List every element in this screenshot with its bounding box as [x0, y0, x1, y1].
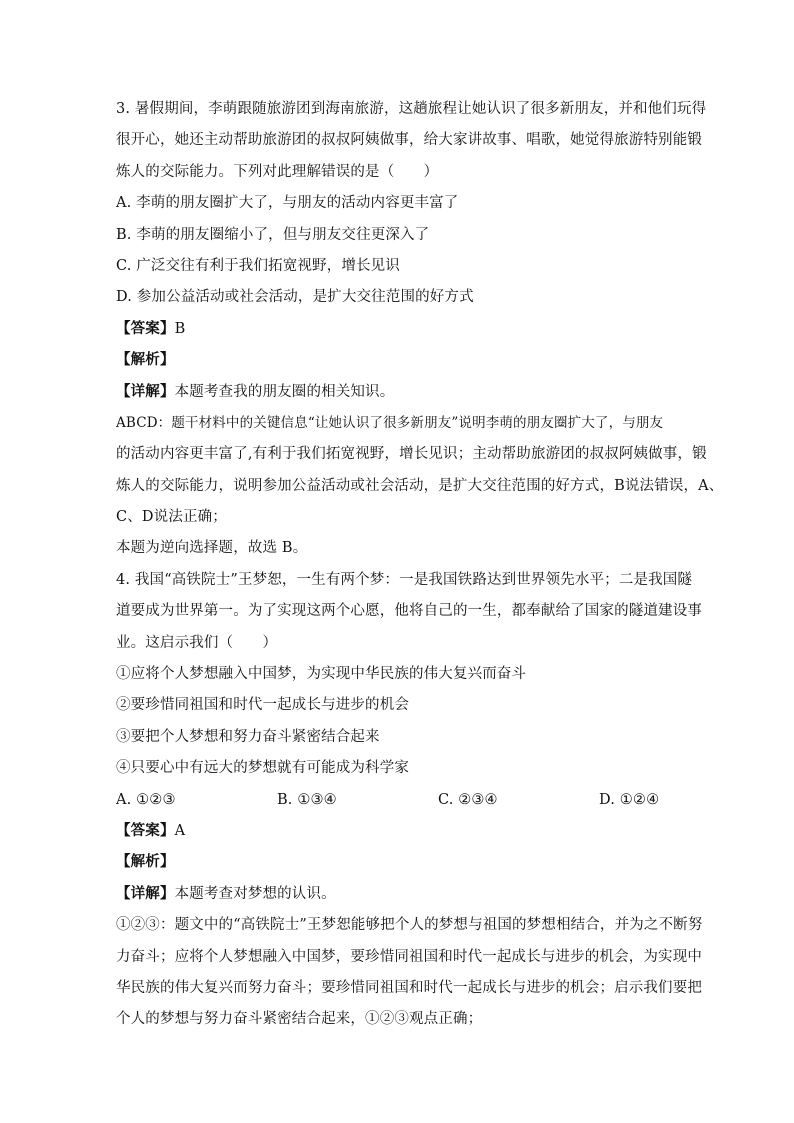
answer-value: A [174, 822, 186, 839]
page-content [116, 98, 724, 1040]
q4-explanation-line: 个人的梦想与努力奋斗紧密结合起来，①②③观点正确； [116, 1011, 483, 1028]
q4-statement-4: ④只要心中有远大的梦想就有可能成为科学家 [116, 760, 409, 777]
q4-detail [116, 883, 676, 905]
detail-text: 本题考查对梦想的认识。 [174, 885, 336, 902]
q3-explanation-line: C、D说法正确； [116, 509, 227, 526]
q4-analysis [116, 851, 676, 873]
detail-text: 本题考查我的朋友圈的相关知识。 [174, 383, 395, 400]
q4-statement-1: ①应将个人梦想融入中国梦，为实现中华民族的伟大复兴而奋斗 [116, 666, 527, 683]
q4-explanation-line: ①②③：题文中的“高铁院士”王梦恕能够把个人的梦想与祖国的梦想相结合，并为之不断努 [116, 917, 703, 934]
q3-detail [116, 381, 676, 403]
q3-conclusion: 本题为逆向选择题，故选 B。 [116, 540, 308, 557]
analysis-label: 【解析】 [116, 351, 175, 369]
answer-value: B [174, 320, 186, 337]
q4-choice-c: C. ②③④ [438, 791, 498, 808]
q4-stem-line: 4. 我国“高铁院士”王梦恕，一生有两个梦：一是我国铁路达到世界领先水平；二是我国隧 [116, 571, 693, 588]
q4-answer [116, 820, 676, 842]
q3-explanation-line: 炼人的交际能力，说明参加公益活动或社会活动，是扩大交往范围的好方式，B说法错误，A、 [116, 477, 724, 494]
q3-stem-line: 炼人的交际能力。下列对此理解错误的是（ ） [116, 163, 439, 180]
answer-label: 【答案】 [116, 319, 175, 337]
q3-explanation-line: ABCD：题干材料中的关键信息“让她认识了很多新朋友”说明李萌的朋友圈扩大了，与朋友 [116, 414, 664, 431]
detail-label: 【详解】 [116, 382, 175, 400]
q4-choice-d: D. ①②④ [599, 791, 660, 808]
q4-stem-line: 业。这启示我们（ ） [116, 634, 278, 651]
q4-statement-2: ②要珍惜同祖国和时代一起成长与进步的机会 [116, 697, 409, 714]
q4-explanation-line: 力奋斗；应将个人梦想融入中国梦，要珍惜同祖国和时代一起成长与进步的机会，为实现中 [116, 948, 702, 965]
q4-choices [116, 789, 676, 811]
answer-label: 【答案】 [116, 821, 175, 839]
detail-label: 【详解】 [116, 884, 175, 902]
q3-option-d: D. 参加公益活动或社会活动，是扩大交往范围的好方式 [116, 289, 474, 306]
q4-explanation-line: 华民族的伟大复兴而努力奋斗；要珍惜同祖国和时代一起成长与进步的机会；启示我们要把 [116, 979, 702, 996]
q3-answer [116, 318, 676, 340]
q4-stem-line: 道要成为世界第一。为了实现这两个心愿，他将自己的一生，都奉献给了国家的隧道建设事 [116, 603, 702, 620]
q3-explanation-line: 的活动内容更丰富了,有利于我们拓宽视野，增长见识；主动帮助旅游团的叔叔阿姨做事，锻 [116, 446, 707, 463]
q3-option-a: A. 李萌的朋友圈扩大了，与朋友的活动内容更丰富了 [116, 195, 459, 212]
q3-analysis [116, 349, 676, 371]
q3-stem-line: 很开心，她还主动帮助旅游团的叔叔阿姨做事，给大家讲故事、唱歌，她觉得旅游特别能锻 [116, 132, 702, 149]
q3-option-b: B. 李萌的朋友圈缩小了，但与朋友交往更深入了 [116, 226, 430, 243]
q4-choice-a: A. ①②③ [116, 791, 176, 808]
q3-option-c: C. 广泛交往有利于我们拓宽视野，增长见识 [116, 257, 400, 274]
q4-statement-3: ③要把个人梦想和努力奋斗紧密结合起来 [116, 728, 380, 745]
q4-choice-b: B. ①③④ [277, 791, 337, 808]
analysis-label: 【解析】 [116, 853, 175, 871]
q3-stem-line: 3. 暑假期间，李萌跟随旅游团到海南旅游，这趟旅程让她认识了很多新朋友，并和他们玩得 [116, 101, 707, 117]
